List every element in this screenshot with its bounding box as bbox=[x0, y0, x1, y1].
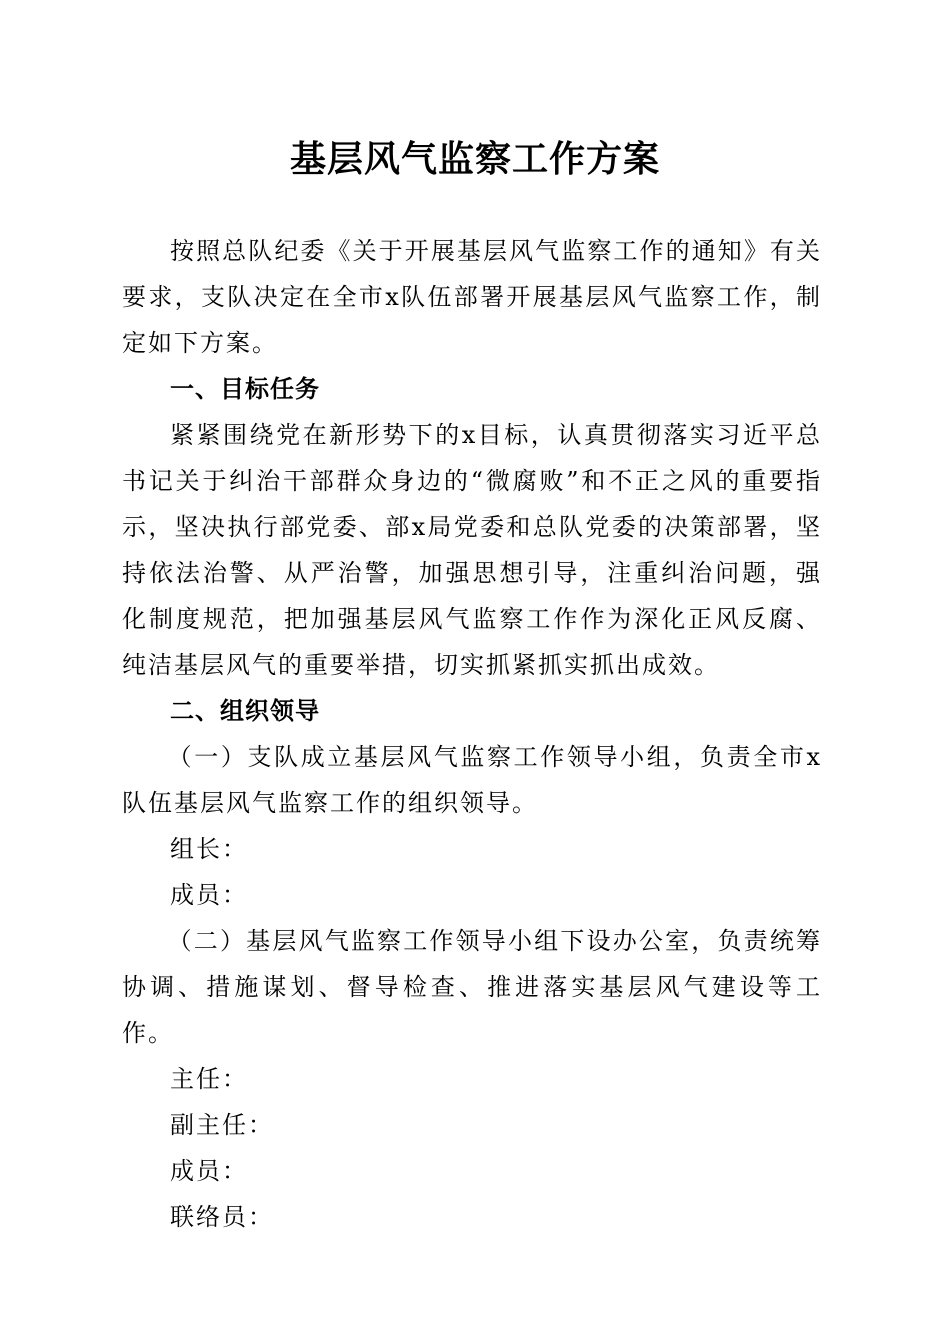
page-title: 基层风气监察工作方案 bbox=[289, 138, 660, 180]
deputy-director-line: 副主任： bbox=[170, 1111, 274, 1139]
document-body bbox=[122, 228, 822, 1240]
director-line: 主任： bbox=[170, 1065, 248, 1093]
members-line: 成员： bbox=[170, 881, 248, 909]
leading-group-paragraph: （一）支队成立基层风气监察工作领导小组，负责全市x队伍基层风气监察工作的组织领导。 bbox=[122, 743, 822, 817]
section-heading-organization: 二、组织领导 bbox=[170, 697, 320, 725]
office-paragraph: （二）基层风气监察工作领导小组下设办公室，负责统筹协调、措施谋划、督导检查、推进落实基层风气建设等工作。 bbox=[122, 927, 822, 1047]
goals-paragraph: 紧紧围绕党在新形势下的x目标，认真贯彻落实习近平总书记关于纠治干部群众身边的“微腐败”和不正之风的重要指示，坚决执行部党委、部x局党委和总队党委的决策部署，坚持依法治警、从严治警，加强思想引导，注重纠治问题，强化制度规范，把加强基层风气监察工作作为深化正风反腐、纯洁基层风气的重要举措，切实抓紧抓实抓出成效。 bbox=[122, 421, 822, 679]
section-heading-goals: 一、目标任务 bbox=[170, 375, 320, 403]
office-members-line: 成员： bbox=[170, 1157, 248, 1185]
leader-line: 组长： bbox=[170, 835, 248, 863]
liaison-line: 联络员： bbox=[170, 1203, 274, 1231]
intro-paragraph: 按照总队纪委《关于开展基层风气监察工作的通知》有关要求，支队决定在全市x队伍部署开展基层风气监察工作，制定如下方案。 bbox=[122, 237, 822, 357]
